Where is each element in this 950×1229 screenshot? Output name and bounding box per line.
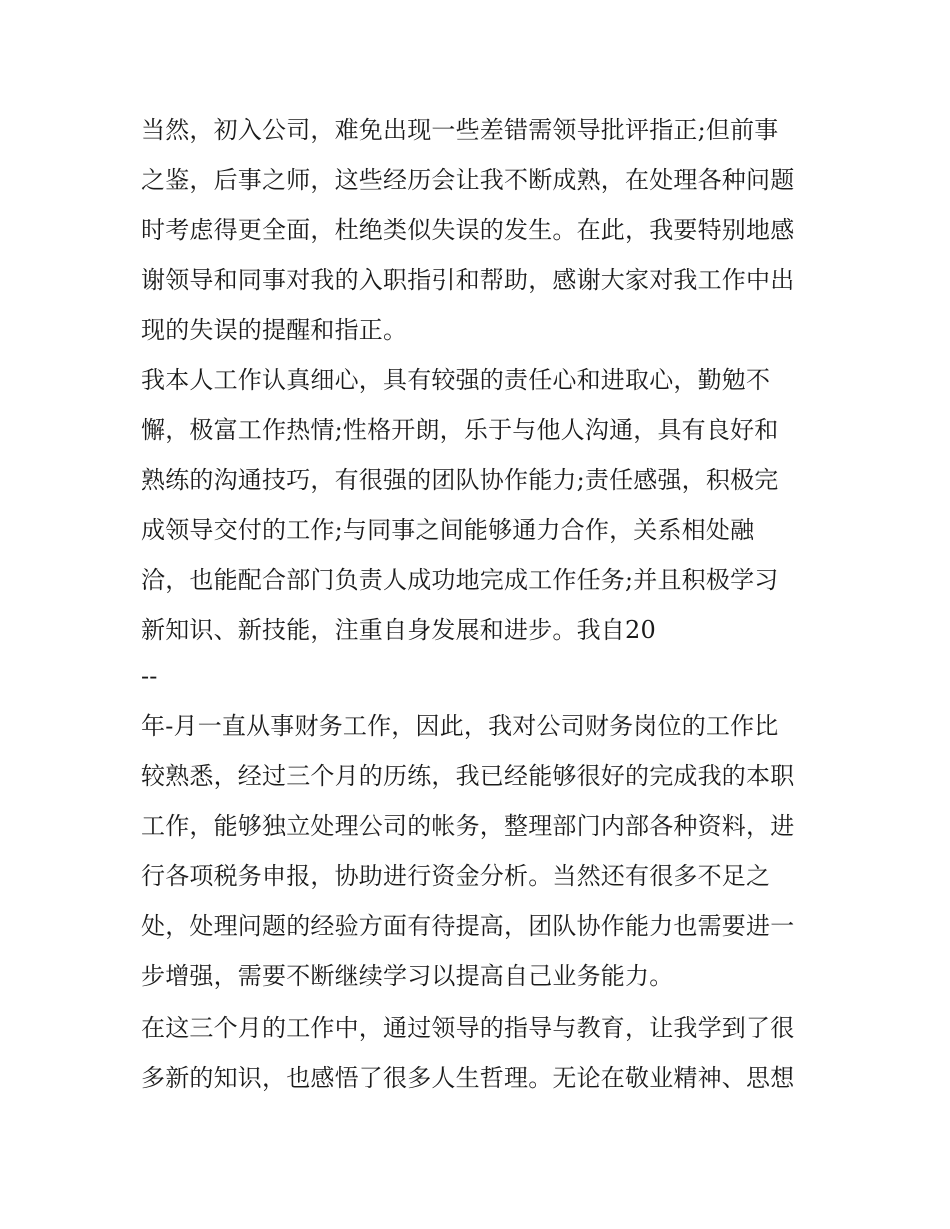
text-line: 谢领导和同事对我的入职指引和帮助，感谢大家对我工作中出 xyxy=(141,266,795,294)
text-line: 我本人工作认真细心，具有较强的责任心和进取心，勤勉不 xyxy=(141,366,771,394)
text-line: 当然，初入公司，难免出现一些差错需领导批评指正;但前事 xyxy=(141,116,779,144)
text-line: 年-月一直从事财务工作，因此，我对公司财务岗位的工作比 xyxy=(141,712,779,740)
text-line: 现的失误的提醒和指正。 xyxy=(141,316,408,344)
text-line: 熟练的沟通技巧，有很强的团队协作能力;责任感强，积极完 xyxy=(141,466,779,494)
text-line: 步增强，需要不断继续学习以提高自己业务能力。 xyxy=(141,962,674,990)
text-line: 处，处理问题的经验方面有待提高，团队协作能力也需要进一 xyxy=(141,912,795,940)
text-line: 时考虑得更全面，杜绝类似失误的发生。在此，我要特别地感 xyxy=(141,216,795,244)
text-line: 行各项税务申报，协助进行资金分析。当然还有很多不足之 xyxy=(141,862,771,890)
text-line: 洽，也能配合部门负责人成功地完成工作任务;并且积极学习 xyxy=(141,566,779,594)
text-line: 懈，极富工作热情;性格开朗，乐于与他人沟通，具有良好和 xyxy=(141,416,779,444)
text-line: 在这三个月的工作中，通过领导的指导与教育，让我学到了很 xyxy=(141,1014,795,1042)
text-line: 多新的知识，也感悟了很多人生哲理。无论在敬业精神、思想 xyxy=(141,1064,795,1092)
text-line: 成领导交付的工作;与同事之间能够通力合作，关系相处融 xyxy=(141,516,755,544)
text-line: 新知识、新技能，注重自身发展和进步。我自20 xyxy=(141,616,656,644)
text-line: -- xyxy=(141,662,158,690)
text-line: 较熟悉，经过三个月的历练，我已经能够很好的完成我的本职 xyxy=(141,762,795,790)
text-line: 工作，能够独立处理公司的帐务，整理部门内部各种资料，进 xyxy=(141,812,795,840)
text-line: 之鉴，后事之师，这些经历会让我不断成熟，在处理各种问题 xyxy=(141,166,795,194)
